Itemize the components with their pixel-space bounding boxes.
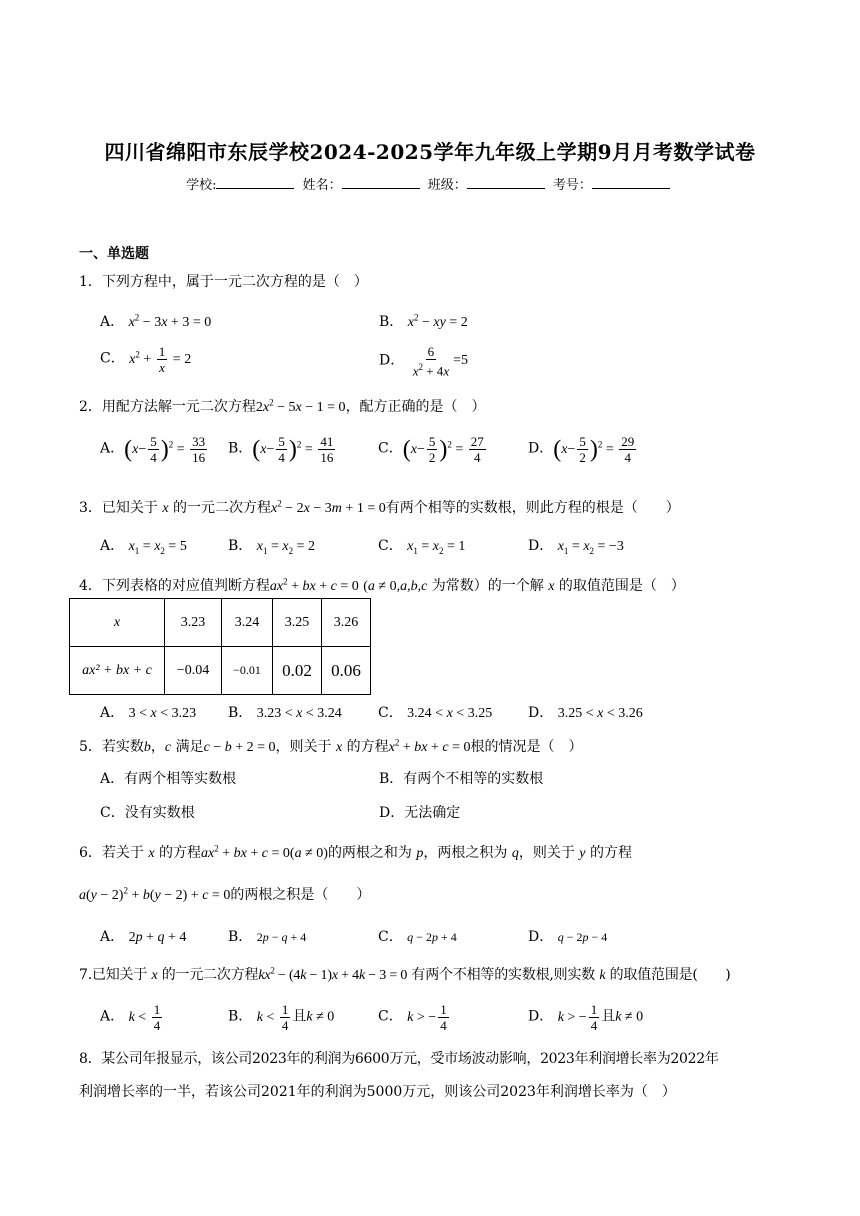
q4-stem: 4．下列表格的对应值判断方程$ax^2$ + bx + c = 0 (a ≠ 0,a,b,c 为常数）的一个解 x 的取值范围是（ ）	[79, 576, 685, 594]
section-title: 一、单选题	[79, 246, 149, 262]
q4-option-d: D． 3.25 < x < 3.26	[528, 705, 643, 721]
q1-option-c: C． $x^2$ + $\frac{1}{x}$ = 2	[100, 344, 192, 375]
q4-option-b: B． 3.23 < x < 3.24	[228, 705, 342, 721]
class-blank	[467, 176, 545, 189]
table-cell: 0.02	[273, 647, 322, 695]
q2-option-d: D．(x− $\frac{5}{2}$ )$^2$ = $\frac{29}{4}$	[528, 434, 635, 465]
q1-option-b: B． $x^2$ − xy = 2	[379, 312, 468, 330]
q6-stem-line2: $a(y - 2)^2 + b(y - 2) + c = 0$的两根之积是（ ）	[79, 885, 371, 903]
q7-option-c: C． k > − $\frac{1}{4}$	[378, 1002, 447, 1033]
q6-option-c: C． q − 2p + 4	[378, 929, 457, 945]
q5-option-a: A．有两个相等实数根	[100, 771, 237, 787]
q5-option-c: C．没有实数根	[100, 805, 195, 821]
q7-option-b: B． k < $\frac{1}{4}$ 且k ≠ 0	[228, 1002, 335, 1033]
table-cell: 3.23	[165, 599, 222, 647]
table-row	[70, 599, 371, 647]
school-label: 学校:	[186, 178, 217, 193]
q3-option-b: B． $x_1 = x_2 = 2$	[228, 538, 315, 556]
q4-value-table	[69, 598, 371, 695]
table-cell: 3.25	[273, 599, 322, 647]
q4-option-a: A． 3 < x < 3.23	[100, 705, 197, 721]
name-blank	[342, 176, 420, 189]
q5-option-d: D．无法确定	[379, 805, 461, 821]
q6-option-b: B． 2p − q + 4	[228, 929, 307, 945]
exam-no-blank	[592, 176, 670, 189]
school-blank	[216, 176, 294, 189]
q1-option-d: D． $\frac{6}{x^2 + 4x}$ =5	[379, 344, 468, 379]
student-info-line	[0, 174, 860, 193]
table-header-expr: ax² + bx + c	[70, 647, 165, 695]
q6-stem-line1: 6．若关于 x 的方程$ax^2$ + bx + c = 0(a ≠ 0)的两根之和为 p，两根之积为 q，则关于 y 的方程	[79, 843, 632, 861]
q3-option-c: C． $x_1 = x_2 = 1$	[378, 538, 466, 556]
class-label: 班级：	[427, 178, 467, 193]
q8-stem-line2: 利润增长率的一半，若该公司2021年的利润为5000万元，则该公司2023年利润增长率为（ ）	[79, 1084, 676, 1100]
q7-stem: 7.已知关于 x 的一元二次方程$kx^2 - (4k - 1)x + 4k - 3 = 0$ 有两个不相等的实数根,则实数 k 的取值范围是( )	[79, 965, 731, 983]
exam-title: 四川省绵阳市东辰学校2024-2025学年九年级上学期9月月考数学试卷	[104, 140, 756, 164]
q5-option-b: B．有两个不相等的实数根	[379, 771, 544, 787]
q5-stem: 5．若实数b，c 满足c − b + 2 = 0，则关于 x 的方程$x^2$ + bx + c = 0根的情况是（ ）	[79, 737, 583, 755]
table-cell: −0.04	[165, 647, 222, 695]
table-row	[70, 647, 371, 695]
q3-stem: 3．已知关于 x 的一元二次方程$x^2 - 2x - 3m + 1 = 0$有两个相等的实数根，则此方程的根是（ ）	[79, 498, 680, 516]
q2-option-c: C．(x− $\frac{5}{2}$ )$^2$ = $\frac{27}{4}$	[378, 434, 484, 465]
q7-option-a: A． k < $\frac{1}{4}$	[100, 1002, 161, 1033]
q6-option-d: D． q − 2p − 4	[528, 929, 608, 945]
q7-option-d: D． k > − $\frac{1}{4}$ 且k ≠ 0	[528, 1002, 644, 1033]
q4-option-c: C． 3.24 < x < 3.25	[378, 705, 493, 721]
exam-no-label: 考号：	[552, 178, 592, 193]
q8-stem-line1: 8．某公司年报显示，该公司2023年的利润为6600万元，受市场波动影响，2023年利润增长率为2022年	[79, 1051, 719, 1067]
q1-stem: 1．下列方程中，属于一元二次方程的是（ ）	[79, 274, 368, 290]
q2-stem: 2．用配方法解一元二次方程$2x^2 - 5x - 1 = 0$，配方正确的是（ ）	[79, 397, 486, 415]
q2-option-a: A．(x− $\frac{5}{4}$ )$^2$ = $\frac{33}{16}$	[100, 434, 206, 465]
q3-option-d: D． $x_1 = x_2 = -3$	[528, 538, 624, 556]
table-cell: 0.06	[322, 647, 371, 695]
name-label: 姓名：	[302, 178, 342, 193]
q3-option-a: A． $x_1 = x_2 = 5$	[100, 538, 187, 556]
table-cell: 3.24	[222, 599, 273, 647]
q6-option-a: A． 2p + q + 4	[100, 929, 187, 945]
table-header-x: x	[70, 599, 165, 647]
q1-option-a: A． $x^2 - 3x + 3 = 0$	[100, 312, 212, 330]
table-cell: −0.01	[222, 647, 273, 695]
table-cell: 3.26	[322, 599, 371, 647]
q2-option-b: B．(x− $\frac{5}{4}$ )$^2$ = $\frac{41}{16}$	[228, 434, 334, 465]
